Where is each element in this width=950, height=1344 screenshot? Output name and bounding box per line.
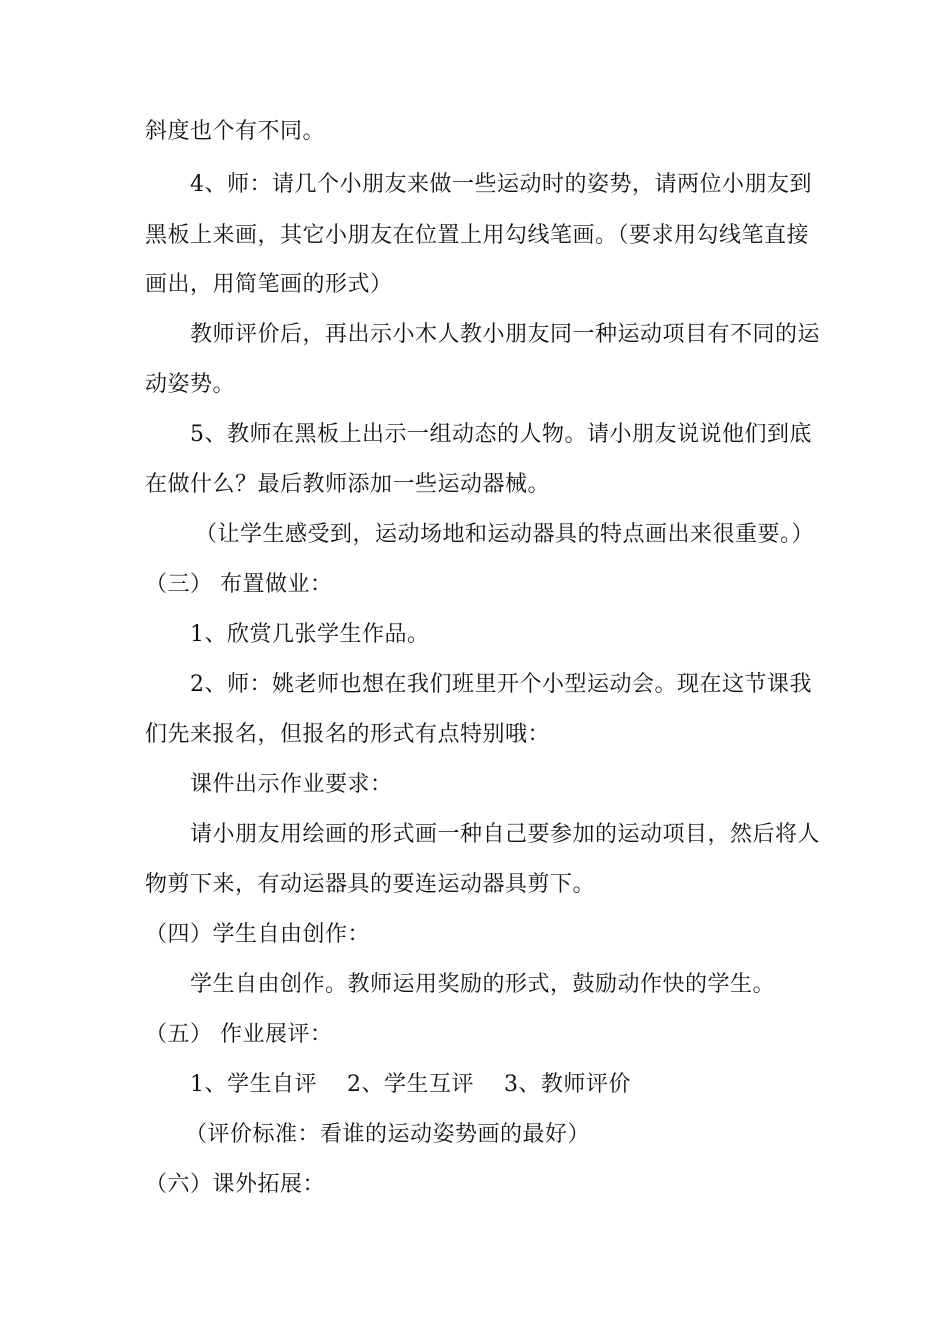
paragraph-line: 画出，用简笔画的形式） (145, 272, 393, 297)
paragraph-line: 们先来报名，但报名的形式有点特别哦： (145, 722, 551, 747)
paragraph-line: 请小朋友用绘画的形式画一种自己要参加的运动项目，然后将人 (190, 822, 821, 847)
paragraph-line: 教师评价后，再出示小木人教小朋友同一种运动项目有不同的运 (190, 322, 821, 347)
paragraph-line: 5、教师在黑板上出示一组动态的人物。请小朋友说说他们到底 (190, 422, 812, 447)
paragraph-line: 学生自由创作。教师运用奖励的形式，鼓励动作快的学生。 (190, 972, 776, 997)
section-heading: （三） 布置做业： (145, 572, 333, 597)
paragraph-line: 在做什么？最后教师添加一些运动器械。 (145, 472, 551, 497)
section-heading: （六）课外拓展： (145, 1172, 326, 1197)
paragraph-line: （评价标准：看谁的运动姿势画的最好） (185, 1122, 591, 1147)
paragraph-line: 4、师：请几个小朋友来做一些运动时的姿势，请两位小朋友到 (190, 172, 812, 197)
paragraph-line: 物剪下来，有动运器具的要连运动器具剪下。 (145, 872, 596, 897)
paragraph-line: 2、师：姚老师也想在我们班里开个小型运动会。现在这节课我 (190, 672, 812, 697)
paragraph-line: 黑板上来画，其它小朋友在位置上用勾线笔画。（要求用勾线笔直接 (145, 223, 810, 248)
paragraph-line: 斜度也个有不同。 (145, 119, 326, 144)
paragraph-line: 课件出示作业要求： (190, 772, 393, 797)
section-heading: （四）学生自由创作： (145, 922, 371, 947)
paragraph-line: 1、学生自评 2、学生互评 3、教师评价 (190, 1072, 631, 1097)
section-heading: （五） 作业展评： (145, 1022, 333, 1047)
paragraph-line: 1、欣赏几张学生作品。 (190, 622, 430, 647)
paragraph-line: 动姿势。 (145, 372, 236, 397)
paragraph-line: （让学生感受到，运动场地和运动器具的特点画出来很重要。） (195, 522, 815, 547)
